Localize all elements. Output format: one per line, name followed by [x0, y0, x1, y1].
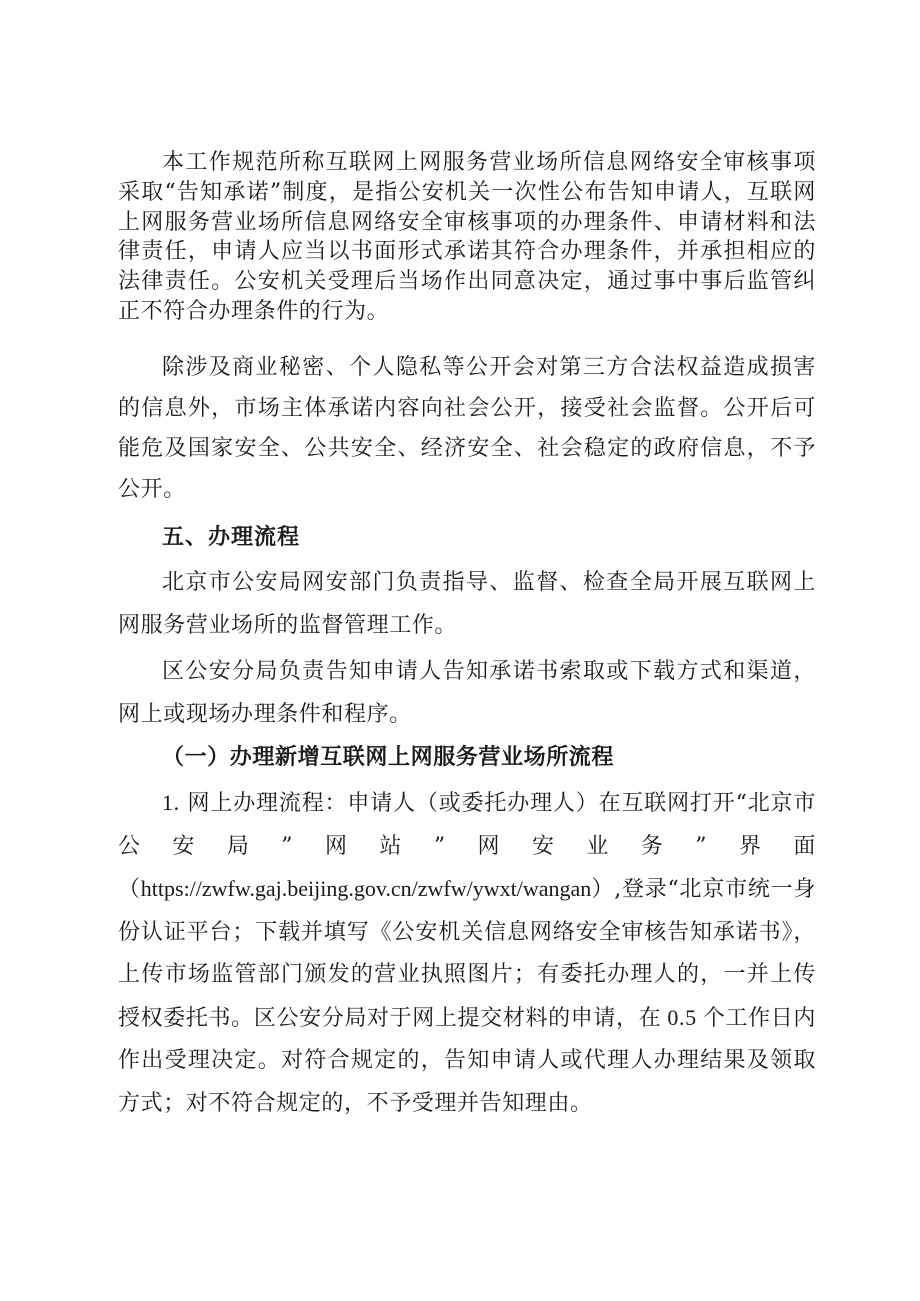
- paragraph-online-process: [118, 782, 816, 1125]
- processing-days: 0.5: [661, 1004, 703, 1030]
- online-process-steps: ）,登录“北京市统一身份认证平台；下载并填写《公安机关信息网络安全审核告知承诺书》，上传市场监管部门颁发的营业执照图片；有委托办理人的，一并上传授权委托书。区公安分局对于网上提交材料的申请，在: [118, 877, 816, 1031]
- service-portal-url: https://zwfw.gaj.beijing.gov.cn/zwfw/ywxt/wangan: [140, 876, 592, 901]
- paragraph-public-disclosure: 除涉及商业秘密、个人隐私等公开会对第三方合法权益造成损害的信息外，市场主体承诺内容向社会公开，接受社会监督。公开后可能危及国家安全、公共安全、经济安全、社会稳定的政府信息，不予公开。: [118, 355, 816, 502]
- paragraph-municipal-responsibility: 北京市公安局网安部门负责指导、监督、检查全局开展互联网上网服务营业场所的监督管理工作。: [118, 570, 816, 638]
- item-number: 1.: [162, 790, 180, 815]
- online-process-outcome: 个工作日内作出受理决定。对符合规定的，告知申请人或代理人办理结果及领取方式；对不符合规定的，不予受理并告知理由。: [118, 1005, 816, 1116]
- paragraph-district-responsibility: 区公安分局负责告知申请人告知承诺书索取或下载方式和渠道，网上或现场办理条件和程序。: [118, 659, 816, 727]
- section-heading-process: 五、办理流程: [162, 525, 301, 550]
- subsection-heading-new-venue: （一）办理新增互联网上网服务营业场所流程: [162, 744, 615, 770]
- online-process-intro: 网上办理流程：申请人（或委托办理人）在互联网打开“北京市公安局”网站”网安业务”界面（: [118, 791, 816, 902]
- paragraph-notification-commitment: 本工作规范所称互联网上网服务营业场所信息网络安全审核事项采取“告知承诺”制度，是指公安机关一次性公布告知申请人，互联网上网服务营业场所信息网络安全审核事项的办理条件、申请材料和法律责任，申请人应当以书面形式承诺其符合办理条件，并承担相应的法律责任。公安机关受理后当场作出同意决定，通过事中事后监管纠正不符合办理条件的行为。: [118, 150, 816, 324]
